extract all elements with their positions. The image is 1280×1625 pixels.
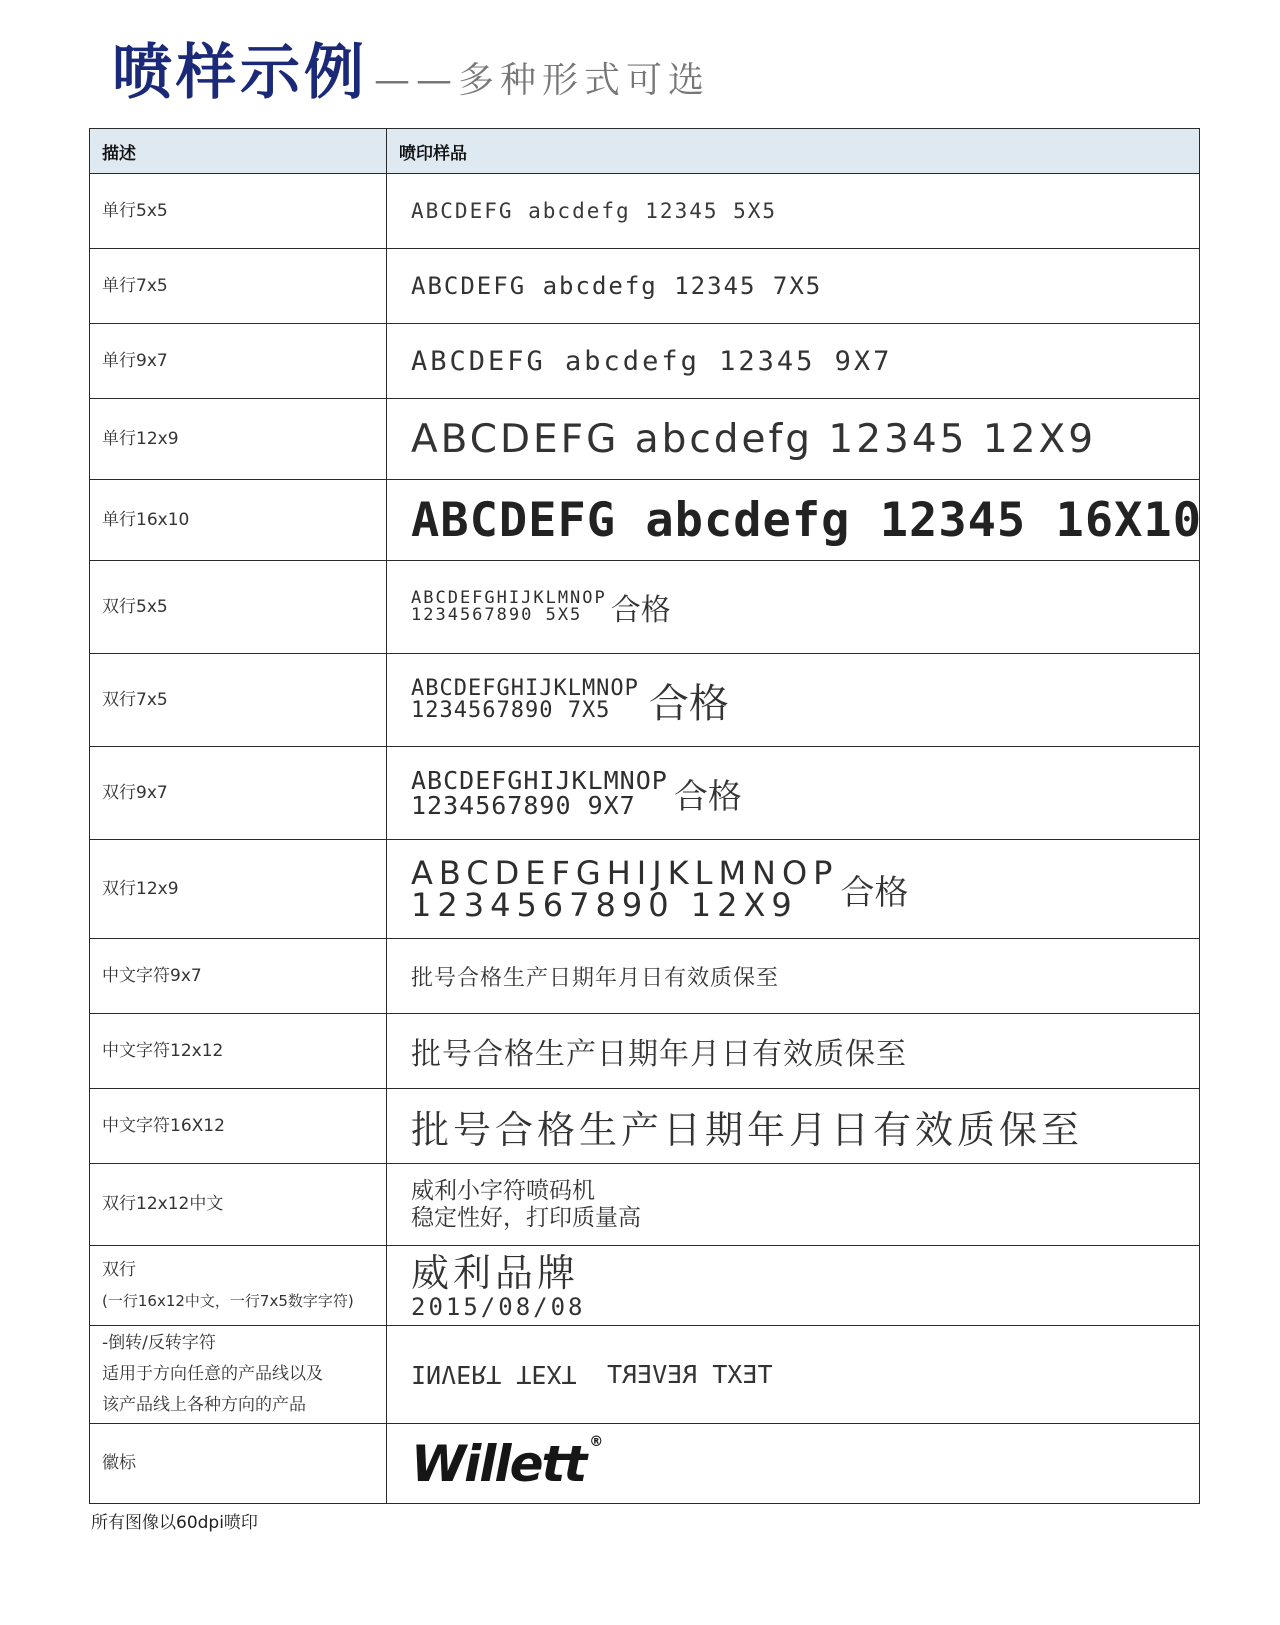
description-line-2: (一行16x12中文，一行7x5数字字符)	[102, 1291, 354, 1310]
table-row	[90, 939, 1200, 1014]
sample-text: 批号合格生产日期年月日有效质保至	[411, 1037, 907, 1072]
sample-line-2: 1234567890 7X5	[411, 698, 611, 723]
row-description: 单行7x5	[90, 249, 387, 324]
page-header	[112, 28, 710, 108]
two-line-sample	[411, 672, 1199, 729]
row-description: 单行12x9	[90, 399, 387, 480]
row-description: 双行7x5	[90, 654, 387, 747]
sample-line-2: 稳定性好，打印质量高	[411, 1204, 641, 1231]
table-row	[90, 1089, 1200, 1164]
row-description: 双行5x5	[90, 561, 387, 654]
table-row	[90, 561, 1200, 654]
row-sample	[387, 480, 1203, 561]
row-sample	[387, 249, 1200, 324]
table-row	[90, 1246, 1200, 1326]
table-row	[90, 1164, 1200, 1246]
description-line-1: -倒转/反转字符	[102, 1333, 216, 1353]
sample-text: ABCDEFG abcdefg 12345 12X9	[411, 416, 1097, 462]
row-sample	[387, 654, 1200, 747]
two-line-sample	[411, 768, 1199, 818]
footnote: 所有图像以60dpi喷印	[91, 1513, 258, 1533]
row-sample	[387, 747, 1200, 840]
sample-line-1: ABCDEFGHIJKLMNOP	[411, 766, 668, 795]
willett-logo	[411, 1433, 602, 1493]
table-row	[90, 654, 1200, 747]
sample-line-1: 威利品牌	[411, 1250, 580, 1295]
column-header-description: 描述	[90, 129, 387, 174]
row-sample	[387, 399, 1200, 480]
row-sample	[387, 1326, 1200, 1424]
table-header-row	[90, 129, 1200, 174]
row-sample	[387, 174, 1200, 249]
sample-line-1: 威利小字符喷码机	[411, 1177, 595, 1204]
row-description: 双行12x9	[90, 840, 387, 939]
row-description	[90, 1326, 387, 1424]
sample-line-2: 2015/08/08	[411, 1292, 586, 1321]
sample-table	[89, 128, 1203, 1504]
row-description: 徽标	[90, 1424, 387, 1504]
row-sample	[387, 1246, 1200, 1326]
table-row	[90, 399, 1200, 480]
row-sample	[387, 840, 1200, 939]
sample-chinese: 合格	[610, 593, 671, 628]
description-line-1: 双行	[102, 1259, 136, 1280]
table-row	[90, 324, 1200, 399]
two-line-sample	[411, 585, 1199, 629]
sample-line-1: ABCDEFGHIJKLMNOP	[411, 588, 607, 608]
two-line-sample	[411, 854, 1199, 924]
sample-line-1: ABCDEFGHIJKLMNOP	[411, 854, 839, 892]
sample-text: ABCDEFG abcdefg 12345 7X5	[411, 272, 823, 300]
row-description: 中文字符9x7	[90, 939, 387, 1014]
row-sample	[387, 1164, 1200, 1246]
table-row	[90, 1424, 1200, 1504]
table-row	[90, 1014, 1200, 1089]
row-description: 中文字符12x12	[90, 1014, 387, 1089]
row-description: 单行16x10	[90, 480, 387, 561]
row-description	[90, 1246, 387, 1326]
sample-line-2: 1234567890 9X7	[411, 791, 636, 820]
sample-line-1: ABCDEFGHIJKLMNOP	[411, 676, 639, 701]
row-sample	[387, 1014, 1200, 1089]
row-description: 单行9x7	[90, 324, 387, 399]
sample-text: ABCDEFG abcdefg 12345 9X7	[411, 345, 893, 377]
column-header-sample: 喷印样品	[387, 129, 1200, 174]
row-sample	[387, 939, 1200, 1014]
table-row	[90, 249, 1200, 324]
inverted-reversed-sample	[411, 1360, 1199, 1389]
row-description: 双行12x12中文	[90, 1164, 387, 1246]
page-subtitle: ——多种形式可选	[374, 60, 711, 101]
page-title: 喷样示例	[112, 38, 368, 108]
sample-text: ABCDEFG abcdefg 12345 16X10	[411, 492, 1203, 548]
sample-line-2: 1234567890 12X9	[411, 886, 798, 924]
row-sample	[387, 1424, 1200, 1504]
description-line-3: 该产品线上各种方向的产品	[102, 1395, 306, 1415]
row-sample	[387, 324, 1200, 399]
sample-chinese: 合格	[673, 776, 742, 817]
row-sample	[387, 1089, 1200, 1164]
table-row	[90, 840, 1200, 939]
table-row	[90, 747, 1200, 840]
inverted-text: INVERT TEXT	[411, 1360, 577, 1389]
sample-text: 批号合格生产日期年月日有效质保至	[411, 965, 780, 991]
logo-text: Willett	[411, 1434, 586, 1493]
row-description: 单行5x5	[90, 174, 387, 249]
sample-chinese: 合格	[648, 680, 729, 727]
table-row	[90, 1326, 1200, 1424]
row-description: 双行9x7	[90, 747, 387, 840]
registered-mark-icon: ®	[589, 1433, 602, 1450]
row-sample	[387, 561, 1200, 654]
reversed-text: TEXT REVERT	[606, 1360, 773, 1389]
table-row	[90, 174, 1200, 249]
table-row	[90, 480, 1200, 561]
sample-chinese: 合格	[840, 872, 909, 913]
sample-text: ABCDEFG abcdefg 12345 5X5	[411, 198, 778, 223]
sample-line-2: 1234567890 5X5	[411, 605, 583, 625]
row-description: 中文字符16X12	[90, 1089, 387, 1164]
sample-text: 批号合格生产日期年月日有效质保至	[411, 1107, 1084, 1152]
description-line-2: 适用于方向任意的产品线以及	[102, 1364, 323, 1384]
